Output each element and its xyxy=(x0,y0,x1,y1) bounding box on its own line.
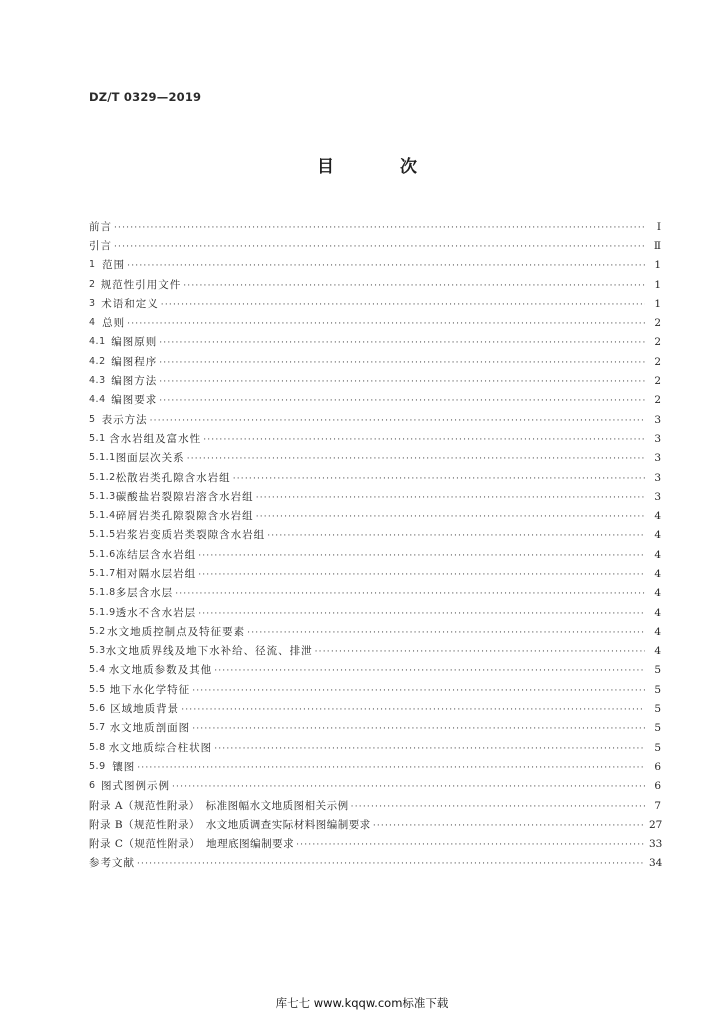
toc-entry[interactable] xyxy=(89,738,661,757)
toc-entry-label: 相对隔水层岩组 xyxy=(115,567,197,580)
toc-entry[interactable] xyxy=(89,352,661,371)
toc-entry-label: 图面层次关系 xyxy=(115,452,185,465)
toc-dot-leader xyxy=(198,549,645,563)
toc-entry-number: 5.1.8 xyxy=(89,587,116,599)
toc-entry-label: 水文地质界线及地下水补给、径流、排泄 xyxy=(105,645,313,658)
toc-entry[interactable] xyxy=(89,603,661,622)
toc-entry-page-number: 2 xyxy=(654,317,661,330)
toc-dot-leader xyxy=(187,452,645,466)
toc-entry[interactable] xyxy=(89,777,661,796)
toc-entry[interactable] xyxy=(89,391,661,410)
toc-entry-number: 5.7 xyxy=(89,722,106,734)
toc-entry-number: 5.8 xyxy=(89,741,106,753)
toc-entry[interactable] xyxy=(89,661,661,680)
toc-entry-page-number: 1 xyxy=(654,297,661,310)
toc-entry-label: 碎屑岩类孔隙裂隙含水岩组 xyxy=(115,510,254,523)
toc-entry-page-number: 7 xyxy=(654,799,661,812)
toc-dot-leader xyxy=(183,279,645,293)
toc-entry-page-number: 2 xyxy=(654,394,661,407)
toc-entry-label: 引言 xyxy=(89,239,112,252)
toc-entry-page-number: 1 xyxy=(654,259,661,272)
document-code: DZ/T 0329—2019 xyxy=(89,90,202,104)
toc-dot-leader xyxy=(175,587,645,601)
toc-entry-page-number: 6 xyxy=(654,760,661,773)
toc-entry-page-number: 3 xyxy=(654,432,661,445)
toc-entry-page-number: 3 xyxy=(654,413,661,426)
toc-entry[interactable] xyxy=(89,584,661,603)
toc-entry-page-number: Ⅰ xyxy=(656,220,661,233)
toc-entry-page-number: 1 xyxy=(654,278,661,291)
toc-entry-number: 2 xyxy=(89,278,96,290)
toc-dot-leader xyxy=(192,722,645,736)
toc-entry-label: 附录 C（规范性附录） 地理底图编制要求 xyxy=(89,838,295,851)
toc-entry-number: 4.3 xyxy=(89,375,106,387)
toc-entry-label: 范围 xyxy=(102,259,126,272)
toc-entry-label: 水文地质控制点及特征要素 xyxy=(107,625,246,638)
toc-entry-label: 地下水化学特征 xyxy=(109,683,191,696)
toc-dot-leader xyxy=(214,664,645,678)
toc-entry-label: 透水不含水岩层 xyxy=(115,606,197,619)
toc-entry-label: 岩浆岩变质岩类裂隙含水岩组 xyxy=(115,529,266,542)
toc-entry-number: 5.3 xyxy=(89,645,106,657)
toc-dot-leader xyxy=(127,259,645,273)
toc-entry-page-number: 5 xyxy=(654,703,661,716)
toc-entry[interactable] xyxy=(89,622,661,641)
toc-dot-leader xyxy=(203,433,645,447)
toc-entry-page-number: 3 xyxy=(654,452,661,465)
toc-entry-label: 规范性引用文件 xyxy=(100,278,182,291)
toc-entry-number: 5.1.6 xyxy=(89,548,116,560)
toc-entry[interactable] xyxy=(89,564,661,583)
toc-dot-leader xyxy=(114,221,645,235)
toc-dot-leader xyxy=(373,819,645,833)
toc-dot-leader xyxy=(159,336,645,350)
toc-entry[interactable] xyxy=(89,449,661,468)
toc-entry-label: 多层含水层 xyxy=(115,587,174,600)
toc-entry-label: 术语和定义 xyxy=(101,297,159,310)
toc-dot-leader xyxy=(351,800,645,814)
toc-entry-page-number: 33 xyxy=(649,838,663,851)
toc-entry-label: 表示方法 xyxy=(101,413,148,426)
toc-entry[interactable] xyxy=(89,256,661,275)
toc-entry[interactable] xyxy=(89,719,661,738)
toc-entry-number: 5.6 xyxy=(89,703,106,715)
toc-entry-number: 4.4 xyxy=(89,394,106,406)
toc-entry-page-number: 2 xyxy=(654,375,661,388)
toc-entry[interactable] xyxy=(89,642,661,661)
toc-entry-number: 5.2 xyxy=(89,625,106,637)
toc-entry-label: 参考文献 xyxy=(89,857,135,870)
toc-entry[interactable] xyxy=(89,236,661,255)
toc-entry-page-number: 6 xyxy=(654,780,661,793)
toc-entry-label: 水文地质综合柱状图 xyxy=(108,741,213,754)
toc-entry[interactable] xyxy=(89,680,661,699)
toc-dot-leader xyxy=(247,626,645,640)
toc-dot-leader xyxy=(192,684,645,698)
toc-entry-page-number: 3 xyxy=(654,490,661,503)
toc-entry[interactable] xyxy=(89,545,661,564)
toc-entry-number: 5.1.7 xyxy=(89,567,116,579)
toc-entry-label: 附录 A（规范性附录） 标准图幅水文地质图相关示例 xyxy=(89,799,349,812)
toc-entry-page-number: 5 xyxy=(654,683,661,696)
toc-entry-label: 区域地质背景 xyxy=(110,703,180,716)
toc-entry-label: 编图程序 xyxy=(111,355,158,368)
toc-dot-leader xyxy=(214,742,645,756)
toc-entry[interactable] xyxy=(89,506,661,525)
toc-entry-label: 编图原则 xyxy=(111,336,158,349)
toc-dot-leader xyxy=(159,394,645,408)
footer-watermark: 库七七 www.kqqw.com标准下载 xyxy=(275,996,449,1010)
toc-entry[interactable] xyxy=(89,294,661,313)
toc-entry[interactable] xyxy=(89,835,661,854)
toc-entry-label: 含水岩组及富水性 xyxy=(109,432,202,445)
toc-dot-leader xyxy=(150,414,645,428)
toc-entry[interactable] xyxy=(89,217,661,236)
toc-entry-page-number: 3 xyxy=(654,471,661,484)
toc-entry[interactable] xyxy=(89,333,661,352)
toc-dot-leader xyxy=(159,375,645,389)
toc-entry-label: 附录 B（规范性附录） 水文地质调查实际材料图编制要求 xyxy=(89,818,371,831)
toc-dot-leader xyxy=(267,529,645,543)
toc-dot-leader xyxy=(114,240,645,254)
toc-entry-label: 水文地质剖面图 xyxy=(109,722,191,735)
toc-entry-page-number: 4 xyxy=(654,548,661,561)
toc-entry-page-number: 2 xyxy=(654,355,661,368)
toc-entry-number: 5.1 xyxy=(89,432,106,444)
toc-dot-leader xyxy=(161,298,645,312)
toc-entry-label: 总则 xyxy=(102,317,126,330)
toc-entry-number: 5.1.4 xyxy=(89,510,116,522)
toc-entry[interactable] xyxy=(89,815,661,834)
toc-entry-label: 编图要求 xyxy=(111,394,158,407)
toc-entry-number: 1 xyxy=(89,259,96,271)
toc-entry-label: 松散岩类孔隙含水岩组 xyxy=(115,471,231,484)
toc-entry-page-number: 4 xyxy=(654,606,661,619)
toc-entry-page-number: Ⅱ xyxy=(653,239,661,252)
toc-entry-label: 前言 xyxy=(89,220,112,233)
toc-entry-page-number: 5 xyxy=(654,722,661,735)
toc-entry-number: 5.5 xyxy=(89,683,106,695)
toc-dot-leader xyxy=(137,761,645,775)
toc-dot-leader xyxy=(296,838,645,852)
toc-entry-page-number: 5 xyxy=(654,664,661,677)
toc-entry-page-number: 4 xyxy=(654,510,661,523)
toc-entry-number: 5 xyxy=(89,413,96,425)
toc-entry[interactable] xyxy=(89,699,661,718)
toc-entry[interactable] xyxy=(89,757,661,776)
toc-entry-number: 5.4 xyxy=(89,664,106,676)
toc-dot-leader xyxy=(181,703,645,717)
toc-entry[interactable] xyxy=(89,854,661,873)
toc-entry-number: 5.1.3 xyxy=(89,490,116,502)
toc-entry-page-number: 34 xyxy=(649,857,663,870)
toc-entry-page-number: 4 xyxy=(654,529,661,542)
toc-entry[interactable] xyxy=(89,371,661,390)
toc-entry-label: 碳酸盐岩裂隙岩溶含水岩组 xyxy=(115,490,254,503)
toc-dot-leader xyxy=(315,645,645,659)
toc-entry-label: 编图方法 xyxy=(111,375,158,388)
toc-entry[interactable] xyxy=(89,526,661,545)
toc-dot-leader xyxy=(127,317,645,331)
toc-dot-leader xyxy=(198,607,645,621)
toc-entry-page-number: 4 xyxy=(654,645,661,658)
toc-entry[interactable] xyxy=(89,429,661,448)
toc-entry[interactable] xyxy=(89,487,661,506)
table-of-contents xyxy=(89,217,661,873)
toc-entry-label: 镶图 xyxy=(112,760,136,773)
toc-dot-leader xyxy=(172,780,645,794)
toc-entry-page-number: 4 xyxy=(654,625,661,638)
toc-entry[interactable] xyxy=(89,275,661,294)
toc-entry[interactable] xyxy=(89,796,661,815)
toc-dot-leader xyxy=(256,491,645,505)
toc-entry-page-number: 27 xyxy=(649,818,663,831)
toc-entry-label: 图式图例示例 xyxy=(101,780,170,793)
toc-entry-number: 5.1.1 xyxy=(89,452,116,464)
toc-entry-page-number: 5 xyxy=(654,741,661,754)
toc-entry-number: 4.2 xyxy=(89,355,106,367)
toc-entry-number: 6 xyxy=(89,780,96,792)
toc-entry-label: 冻结层含水岩组 xyxy=(115,548,197,561)
toc-entry-number: 3 xyxy=(89,297,96,309)
toc-entry[interactable] xyxy=(89,410,661,429)
toc-entry-number: 5.1.9 xyxy=(89,606,116,618)
page-title: 目 次 xyxy=(317,157,447,177)
toc-dot-leader xyxy=(233,472,645,486)
toc-entry[interactable] xyxy=(89,313,661,332)
toc-dot-leader xyxy=(256,510,645,524)
toc-dot-leader xyxy=(198,568,645,582)
toc-entry-number: 4.1 xyxy=(89,336,106,348)
toc-entry[interactable] xyxy=(89,468,661,487)
toc-dot-leader xyxy=(137,857,645,871)
toc-entry-number: 5.9 xyxy=(89,760,106,772)
toc-entry-number: 5.1.5 xyxy=(89,529,116,541)
toc-entry-page-number: 4 xyxy=(654,567,661,580)
toc-entry-label: 水文地质参数及其他 xyxy=(108,664,213,677)
toc-entry-number: 5.1.2 xyxy=(89,471,116,483)
toc-entry-page-number: 4 xyxy=(654,587,661,600)
toc-entry-number: 4 xyxy=(89,317,96,329)
toc-entry-page-number: 2 xyxy=(654,336,661,349)
toc-dot-leader xyxy=(159,356,645,370)
